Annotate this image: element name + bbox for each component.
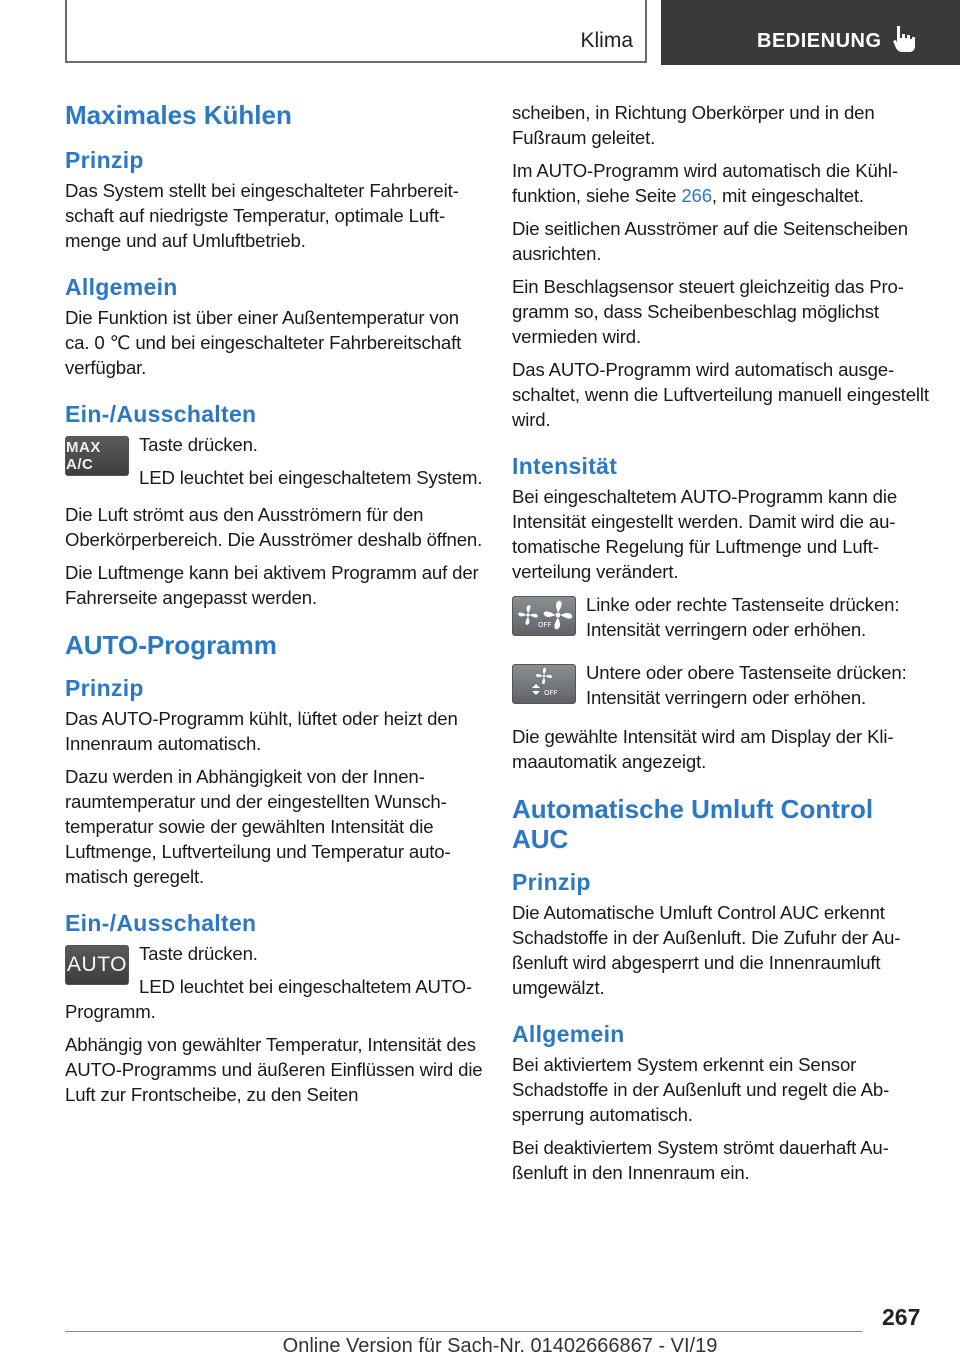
footer-online-version: Online Version für Sach-Nr. 01402666867 - VI/19 <box>282 1335 718 1357</box>
paragraph: Linke oder rechte Tastenseite drücken: Intensität verringern oder erhöhen. <box>586 594 900 640</box>
heading-ein-ausschalten: Ein-/Ausschalten <box>65 401 257 427</box>
fan-icon <box>514 598 574 634</box>
fan-intensity-ud-button-image <box>512 664 576 704</box>
fan-icon <box>514 666 574 702</box>
paragraph: Untere oder obere Tastenseite drücken: Intensität verringern oder erhöhen. <box>586 662 907 708</box>
heading-prinzip: Prinzip <box>65 147 144 173</box>
heading-automatische-umluft-control: Automatische Umluft Control AUC <box>512 794 874 854</box>
paragraph: Das System stellt bei eingeschalteter Fahrbereitschaft auf niedrigste Temperatur, optimale Luftmenge und auf Umluftbetrieb. <box>65 180 459 251</box>
right-column <box>512 100 930 1193</box>
paragraph: Die Luftmenge kann bei aktivem Programm auf der Fahrerseite angepasst werden. <box>65 562 479 608</box>
heading-allgemein: Allgemein <box>512 1021 625 1047</box>
paragraph: Taste drücken. <box>139 434 258 455</box>
paragraph: Bei eingeschaltetem AUTO-Programm kann die Intensität eingestellt werden. Damit wird die automatische Regelung für Luftmenge und Luftverteilung verändert. <box>512 486 898 582</box>
header-chapter-box <box>661 0 960 65</box>
page-link[interactable]: 266 <box>681 185 712 206</box>
paragraph: Im AUTO-Programm wird automatisch die Kühlfunktion, siehe Seite 266, mit eingeschaltet. <box>512 160 899 206</box>
svg-text:OFF: OFF <box>544 689 558 697</box>
section-title: Klima <box>580 29 633 52</box>
left-column <box>65 100 483 1115</box>
svg-text:OFF: OFF <box>538 621 552 629</box>
paragraph: LED leuchtet bei eingeschaltetem AUTO-Programm. <box>65 976 472 1022</box>
paragraph: Das AUTO-Programm wird automatisch ausgeschaltet, wenn die Luftverteilung manuell eingestellt wird. <box>512 359 929 430</box>
auto-button-image: AUTO <box>65 945 129 985</box>
heading-prinzip: Prinzip <box>512 869 591 895</box>
paragraph: Die Funktion ist über einer Außentemperatur von ca. 0 ℃ und bei eingeschalteter Fahrbereitschaft verfügbar. <box>65 307 462 378</box>
paragraph: Bei deaktiviertem System strömt dauerhaft Außenluft in den Innenraum ein. <box>512 1137 889 1183</box>
paragraph: Taste drücken. <box>139 943 258 964</box>
heading-ein-ausschalten: Ein-/Ausschalten <box>65 910 257 936</box>
header-section-box <box>65 0 647 63</box>
heading-allgemein: Allgemein <box>65 274 178 300</box>
paragraph: Die seitlichen Ausströmer auf die Seitenscheiben ausrichten. <box>512 218 908 264</box>
page-number: 267 <box>882 1304 921 1330</box>
paragraph: scheiben, in Richtung Oberkörper und in den Fußraum geleitet. <box>512 102 875 148</box>
paragraph: Die Luft strömt aus den Ausströmern für den Oberkörperbereich. Die Ausströmer deshalb öffnen. <box>65 504 483 550</box>
heading-prinzip: Prinzip <box>65 675 144 701</box>
heading-auto-programm: AUTO-Programm <box>65 630 277 660</box>
heading-maximales-kuehlen: Maximales Kühlen <box>65 100 292 130</box>
paragraph: LED leuchtet bei eingeschaltetem System. <box>139 467 483 488</box>
pointing-hand-icon <box>891 24 919 54</box>
footer-rule <box>65 1331 862 1332</box>
chapter-title: BEDIENUNG <box>757 30 882 52</box>
paragraph: Die Automatische Umluft Control AUC erkennt Schadstoffe in der Außenluft. Die Zufuhr der Außenluft wird abgesperrt und die Innenraumluft umgewälzt. <box>512 902 901 998</box>
paragraph: Die gewählte Intensität wird am Display der Klimaautomatik angezeigt. <box>512 726 894 772</box>
paragraph: Dazu werden in Abhängigkeit von der Innenraumtemperatur und der eingestellten Wunschtemperatur sowie der gewählten Intensität die Luftmenge, Luftverteilung und Temperatur automatisch geregelt. <box>65 766 451 887</box>
paragraph: Bei aktiviertem System erkennt ein Sensor Schadstoffe in der Außenluft und regelt die Absperrung automatisch. <box>512 1054 890 1125</box>
heading-intensitaet: Intensität <box>512 453 618 479</box>
paragraph: Das AUTO-Programm kühlt, lüftet oder heizt den Innenraum automatisch. <box>65 708 458 754</box>
fan-intensity-lr-button-image <box>512 596 576 636</box>
max-ac-button-image: MAX A/C <box>65 436 129 476</box>
paragraph: Ein Beschlagsensor steuert gleichzeitig das Programm so, dass Scheibenbeschlag möglichst vermieden wird. <box>512 276 904 347</box>
paragraph: Abhängig von gewählter Temperatur, Intensität des AUTO-Programms und äußeren Einflüssen wird die Luft zur Frontscheibe, zu den Seiten <box>65 1034 483 1105</box>
